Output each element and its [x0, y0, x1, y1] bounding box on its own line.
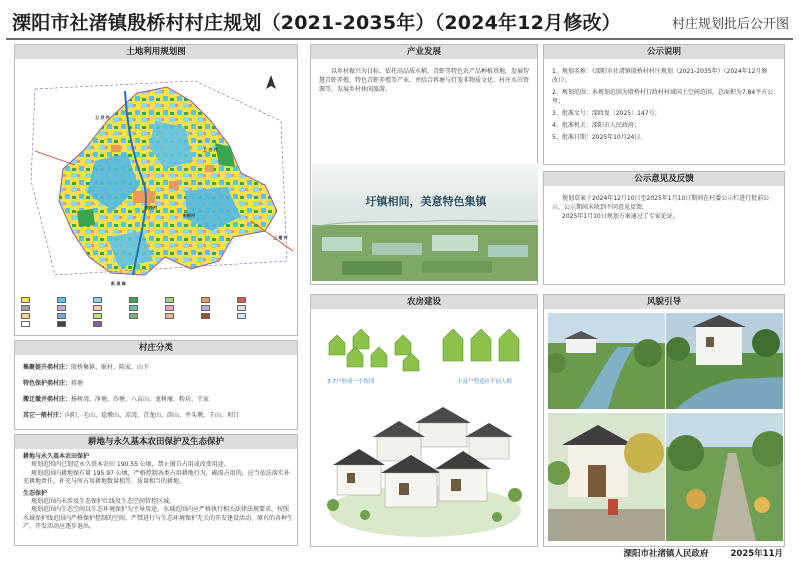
land-use-heading: 土地利用规划图 — [15, 45, 297, 59]
classification-value: 蒋塘 — [71, 380, 84, 387]
feedback-item: 2025年1月10日规划方案通过了专家论证。 — [562, 213, 679, 220]
ecology-paragraph: 规划范围内未涉及生态保护红线及生态空间管控区域。 — [31, 498, 176, 506]
classification-label: 集聚提升类村庄： — [23, 364, 72, 371]
page-title: 溧阳市社渚镇殷桥村村庄规划（2021-2035年）（2024年12月修改） — [12, 12, 621, 34]
notice-item: 5、批准日期：2025年10月24日。 — [552, 134, 647, 141]
classification-row — [23, 379, 295, 388]
landscape-photo-2 — [666, 313, 783, 409]
classification-heading: 村庄分类 — [15, 341, 297, 355]
footer — [624, 547, 783, 559]
classification-row — [23, 395, 295, 404]
industry-image-caption: 圩镇相间，美意特色集镇 — [365, 195, 487, 208]
feedback-item: 规划草案于2024年12月10日至2025年1月10日期间在村委公示栏进行批前公示，公示期间未收到不同意见反馈。 — [552, 195, 770, 211]
feedback-body — [552, 194, 780, 221]
landscape-photo-3 — [548, 413, 665, 541]
land-use-panel — [14, 44, 298, 336]
classification-value: 向阳、毛山、埝墩山、凉湾、青龙山、荫山、井头墩、王山、坝口 — [65, 412, 240, 419]
map-label-shangbai: 上 白 村 — [203, 147, 218, 152]
housing-heading: 农房建设 — [311, 295, 537, 309]
map-legend — [21, 297, 293, 327]
notice-item: 1、规划名称：《溧阳市社渚镇殷桥村村庄规划（2021-2035年）（2024年12月修改）》； — [552, 68, 768, 84]
map-label-yinqiao-2: 殷桥村 — [183, 213, 195, 218]
map-label-shangtang: 上 塘 村 — [273, 235, 288, 240]
notice-heading: 公示说明 — [544, 45, 784, 59]
footer-org: 溧阳市社渚镇人民政府 — [623, 549, 709, 559]
feedback-heading: 公示意见及反馈 — [544, 172, 784, 186]
classification-label: 特色保护类村庄： — [23, 380, 72, 387]
house-cluster-diagram — [321, 321, 431, 373]
map-label-yinqiao-1: 殷桥村 — [145, 205, 157, 210]
housing-caption-cluster: 3-7户形成一个组团 — [327, 379, 375, 385]
notice-panel — [543, 44, 785, 165]
notice-body — [552, 67, 780, 145]
housing-caption-types: 丰富户型适应不同人群 — [457, 379, 513, 385]
housing-rendering — [325, 393, 525, 543]
landscape-photo-1 — [548, 313, 665, 409]
map-label-weihong: 卫 洪 村 — [95, 115, 110, 120]
title-divider — [6, 38, 793, 40]
farmland-paragraph: 规划范围内耕地保有量 195.97 公顷，严格控制各类占用耕地行为，确需占用的，应当依法落实补充耕地责任，补充与所占用耕地数量相等、质量相当的耕地。 — [23, 469, 290, 486]
landscape-panel — [543, 294, 785, 547]
industry-panel — [310, 44, 538, 285]
farmland-panel — [14, 434, 298, 546]
farmland-body — [23, 453, 293, 532]
feedback-panel — [543, 171, 785, 285]
classification-row — [23, 363, 295, 372]
ecology-paragraph: 规划范围内生态空间以生态环境保护为主导用途，水域范围内应严格执行相关法律法规要求，按照水域保护线范围内严格保护控制的空间。严禁进行与生态环境保护无关的开发建设活动，原有的各种生产、开发活动应逐步退出。 — [23, 506, 294, 531]
notice-item: 3、批准文号：溧政复〔2025〕147号； — [552, 110, 661, 117]
house-type-diagram — [437, 321, 529, 373]
farmland-subheading: 耕地与永久基本农田保护 — [23, 453, 90, 460]
ecology-subheading: 生态保护 — [23, 489, 48, 497]
farmland-paragraph: 规划范围内已划定永久基本农田 190.55 公顷，禁止擅自占用或改变用途。 — [31, 461, 230, 469]
land-use-map — [15, 61, 297, 293]
classification-value: 杨树湾、净塘、沙塘、八亩山、龙树庵、粉坊、王家 — [71, 396, 210, 403]
classification-row — [23, 411, 295, 420]
landscape-photo-4 — [666, 413, 783, 541]
page-subtitle: 村庄规划批后公开图 — [671, 17, 789, 32]
notice-item: 4、批准机关：溧阳市人民政府； — [552, 122, 640, 129]
classification-label: 搬迁撤并类村庄： — [23, 396, 72, 403]
industry-text: 以乡村振兴为目标，依托高品质水稻、青虾等特色农产品种植基地，发展智慧青虾养殖、特色青虾养殖等产业，并结合蒋塘与灯笼非物质文化、村庄水田资源等，发展乡村休闲旅游。 — [319, 68, 530, 93]
industry-heading: 产业发展 — [311, 45, 537, 59]
notice-item: 2、规划范围：本规划范围为殷桥村行政村村域国土空间范围，总面积为7.84平方公里； — [552, 89, 774, 105]
housing-panel — [310, 294, 538, 547]
classification-panel — [14, 340, 298, 430]
landscape-heading: 风貌引导 — [544, 295, 784, 309]
classification-label: 其它一般村庄： — [23, 412, 66, 419]
footer-date: 2025年11月 — [730, 549, 783, 559]
farmland-heading: 耕地与永久基本农田保护及生态保护 — [15, 435, 297, 449]
industry-aerial-photo — [312, 163, 538, 281]
map-label-xinxi: 新 溪 镇 — [111, 281, 126, 286]
classification-value: 殷桥集镇、耿村、陈家、山下 — [71, 364, 150, 371]
